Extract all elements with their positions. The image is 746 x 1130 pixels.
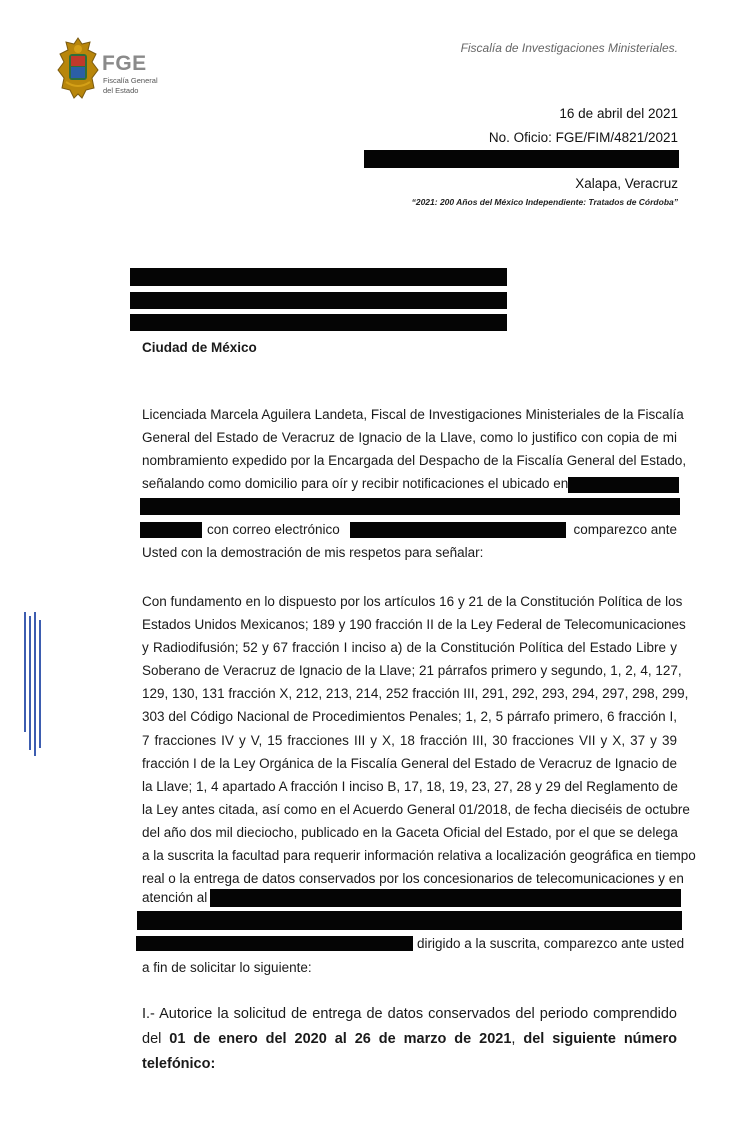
document-place: Xalapa, Veracruz [575,176,678,191]
request-line [142,1027,677,1052]
intro-line: Licenciada Marcela Aguilera Landeta, Fiscal de Investigaciones Ministeriales de la Fiscalía [142,407,684,422]
legal-line: fracción I de la Ley Orgánica de la Fiscalía General del Estado de Veracruz de Ignacio de [142,755,678,771]
legal-line: Con fundamento en lo dispuesto por los artículos 16 y 21 de la Constitución Política de los [142,594,683,609]
legal-line: Soberano de Veracruz de Ignacio de la Llave; 21 párrafos primero y segundo, 1, 2, 4, 127, [142,663,682,679]
legal-line: Estados Unidos Mexicanos; 189 y 190 fracción II de la Ley Federal de Telecomunicaciones [142,617,686,633]
intro-line-appear: comparezco ante [573,522,677,537]
oficio-number: No. Oficio: FGE/FIM/4821/2021 [488,130,678,145]
state-seal-logo [56,36,100,102]
legal-basis-paragraph [142,590,696,890]
redaction-bar [137,911,682,930]
legal-line: 129, 130, 131 fracción X, 212, 213, 214, 252 fracción III, 291, 292, 293, 294, 297, 298, 299, [142,686,689,702]
closing-text: a fin de solicitar lo siguiente: [142,960,312,975]
request-line: telefónico: [142,1056,216,1072]
request-line: I.- Autorice la solicitud de entrega de datos conservados del periodo comprendido [142,1006,677,1022]
redaction-bar [130,268,507,286]
redaction-bar [136,936,413,951]
recipient-city: Ciudad de México [142,340,257,355]
intro-paragraph [142,403,687,472]
intro-line: señalando como domicilio para oír y recibir notificaciones el ubicado en [142,476,569,491]
legal-line: la Llave; 1, 4 apartado A fracción I inciso B, 17, 18, 19, 23, 27, 28 y 29 del Reglamento de [142,778,678,794]
redaction-bar [568,477,679,493]
redaction-bar [350,522,566,538]
digital-signature-stamp [20,610,48,760]
redaction-bar [364,150,679,168]
intro-line: General del Estado de Veracruz de Ignacio de la Llave, como lo justifico con copia de mi [142,430,677,446]
intro-line: nombramiento expedido por la Encargada del Despacho de la Fiscalía General del Estado, [142,453,687,469]
directed-text: dirigido a la suscrita, comparezco ante usted [417,936,685,951]
request-period: 01 de enero del 2020 al 26 de marzo de 2021 [169,1031,512,1047]
redaction-bar [130,292,507,309]
legal-line: real o la entrega de datos conservados por los concesionarios de telecomunicaciones y en [142,871,684,887]
request-prefix: del [142,1031,162,1047]
agency-header: Fiscalía de Investigaciones Ministeriales. [460,41,678,55]
logo-subtitle-line-1: Fiscalía General [103,76,158,85]
legal-line: 7 fracciones IV y V, 15 fracciones III y X, 18 fracción III, 30 fracciones VII y X, 37 y 39 [142,732,677,748]
intro-line: Usted con la demostración de mis respetos para señalar: [142,545,484,560]
legal-line: y Radiodifusión; 52 y 67 fracción I inciso a) de la Constitución Política del Estado Libre y [142,640,677,656]
attention-label: atención al [142,890,208,905]
request-number-label: del siguiente número [523,1031,677,1047]
logo-subtitle [103,76,173,96]
year-motto: “2021: 200 Años del México Independiente: Tratados de Córdoba” [411,197,678,207]
legal-line: a la suscrita la facultad para requerir información relativa a localización geográfica en tiempo [142,848,696,864]
redaction-bar [210,889,681,907]
legal-line: 303 del Código Nacional de Procedimientos Penales; 1, 2, 5 párrafo primero, 6 fracción I, [142,709,677,725]
request-paragraph [142,1002,677,1077]
legal-line: del año dos mil dieciocho, publicado en la Gaceta Oficial del Estado, por el que se delega [142,824,678,840]
intro-line-email-label: con correo electrónico [207,522,340,537]
redaction-bar [130,314,507,331]
redaction-bar [140,522,202,538]
request-comma: , [511,1031,516,1047]
redaction-bar [140,498,680,515]
document-date: 16 de abril del 2021 [559,106,678,121]
logo-subtitle-line-2: del Estado [103,86,139,95]
legal-line: la Ley antes citada, así como en el Acuerdo General 01/2018, de fecha dieciséis de octubre [142,801,690,817]
logo-acronym: FGE [102,52,147,75]
